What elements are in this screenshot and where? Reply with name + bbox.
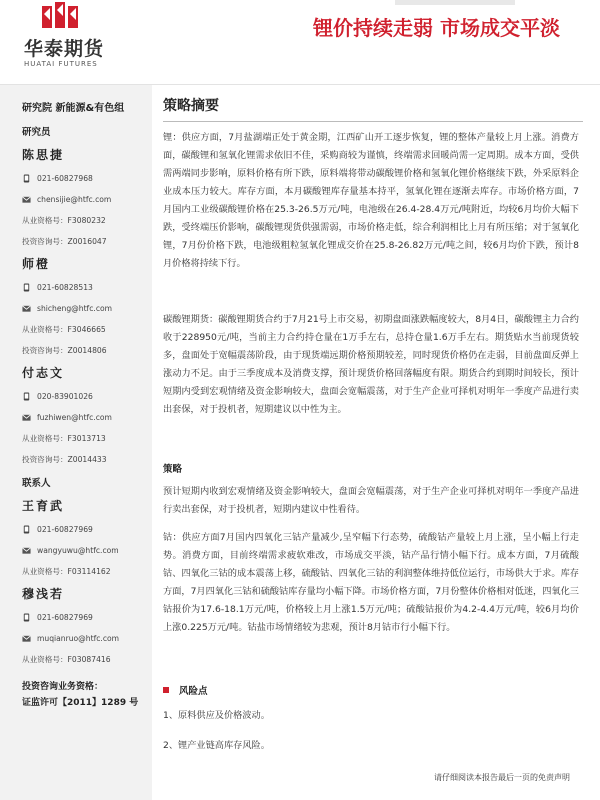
email-address[interactable]: shicheng@htfc.com (37, 304, 113, 313)
email-line (22, 194, 150, 205)
phone-line (22, 391, 150, 402)
strategy-paragraph: 预计短期内收到宏观情绪及资金影响较大，盘面会宽幅震荡，对于生产企业可择机对明年一季度产品进行卖出套保，对于投机者，短期内建议中性看待。 (163, 486, 579, 515)
risk-item: 2、锂产业链高库存风险。 (163, 740, 270, 751)
email-icon (22, 413, 31, 422)
phone-number: 021-60828513 (37, 283, 93, 292)
license-number: 从业资格号：F03114162 (22, 567, 111, 576)
risk-item: 1、原料供应及价格波动。 (163, 710, 270, 721)
license-number: 从业资格号：F3080232 (22, 216, 106, 225)
contact-name: 穆浅若 (22, 587, 65, 601)
phone-line (22, 612, 150, 623)
phone-number: 021-60827969 (37, 525, 93, 534)
report-header (0, 0, 600, 84)
investment-consulting-number: 投资咨询号：Z0014433 (22, 455, 107, 464)
email-icon (22, 195, 31, 204)
researcher-name: 付志文 (22, 366, 65, 380)
phone-number: 020-83901026 (37, 392, 93, 401)
email-address[interactable]: muqianruo@htfc.com (37, 634, 120, 643)
email-line (22, 412, 150, 423)
author-sidebar (0, 85, 152, 800)
phone-line (22, 282, 150, 293)
contacts-heading: 联系人 (22, 478, 51, 489)
phone-icon (22, 613, 31, 622)
email-line (22, 303, 150, 314)
phone-number: 021-60827968 (37, 174, 93, 183)
email-icon (22, 304, 31, 313)
email-icon (22, 546, 31, 555)
qualification-label: 投资咨询业务资格： (22, 682, 104, 692)
license-number: 从业资格号：F03087416 (22, 655, 111, 664)
risk-heading (163, 683, 208, 697)
email-address[interactable]: chensijie@htfc.com (37, 195, 112, 204)
email-address[interactable]: fuzhiwen@htfc.com (37, 413, 112, 422)
license-number: 从业资格号：F3013713 (22, 434, 106, 443)
report-title: 锂价持续走弱 市场成交平淡 (313, 16, 560, 40)
phone-icon (22, 283, 31, 292)
phone-icon (22, 174, 31, 183)
email-line (22, 545, 150, 556)
phone-line (22, 524, 150, 535)
investment-consulting-number: 投资咨询号：Z0016047 (22, 237, 107, 246)
email-address[interactable]: wangyuwu@htfc.com (37, 546, 119, 555)
red-square-icon (163, 687, 169, 693)
contact-name: 王育武 (22, 499, 65, 513)
huatai-logo-icon (40, 2, 80, 30)
license-number: 从业资格号：F3046665 (22, 325, 106, 334)
email-icon (22, 634, 31, 643)
lithium-carbonate-futures-paragraph: 碳酸锂期货：碳酸锂期货合约于7月21号上市交易，初期盘面涨跌幅度较大，8月4日，碳酸锂主力合约收于228950元/吨，当前主力合约持仓量在1万手左右，总持仓量1.6万手左右。期货贴水当前现货较多，盘面处于宽幅震荡阶段，由于现货端远期价格预期较差，同时现货价格仍在走弱，目前盘面反弹上涨动力不足。由于三季度成本及消费支撑，预计现货价格回落幅度有限。期货合约到期时间较长，预计短期内受到宏观情绪及资金影响较大，盘面会宽幅震荡，对于生产企业可择机对明年一季度产品进行卖出套保，对于投机者，短期建议以中性为主。 (163, 314, 579, 415)
cobalt-paragraph: 钴：供应方面7月国内四氧化三钴产量减少,呈窄幅下行态势，硫酸钴产量较上月上涨，呈小幅上行走势。消费方面，目前终端需求疲软难改，市场成交平淡，钴产品行情小幅下行。成本方面，7月硫酸钴、四氧化三钴的成本震荡上移，硫酸钴、四氧化三钴的利润整体维持低位运行，市场供大于求。库存方面，7月四氧化三钴和硫酸钴库存量均小幅下降。市场价格方面，7月份整体价格相对低迷，四氧化三钴报价为17.6-18.1万元/吨，价格较上月上涨1.5万元/吨；硫酸钴报价为4.2-4.4万元/吨，较6月均价上涨0.225万元/吨。钴盐市场情绪较为悲观，预计8月钴市行小幅下行。 (163, 532, 579, 633)
brand-name-en: HUATAI FUTURES (24, 60, 98, 68)
risk-heading-label: 风险点 (179, 686, 208, 697)
phone-icon (22, 525, 31, 534)
lithium-paragraph: 锂：供应方面，7月盐湖端正处于黄金期，江西矿山开工逐步恢复，锂的整体产量较上月上涨。消费方面，碳酸锂和氢氧化锂需求依旧不佳，采购商较为谨慎，终端需求回暖尚需一定周期。成本方面，受供需两端同步影响，原料价格有所下跌，原料端将带动碳酸锂价格和氢氧化锂价格继续下跌，外采原料企业成本压力较大。库存方面，本月碳酸锂库存量基本持平，氢氧化锂在逐渐去库存。市场价格方面，7月国内工业级碳酸锂价格在25.3-26.5万元/吨，电池级在26.4-28.4万元/吨附近，均较6月均价大幅下跌，受终端压价影响，碳酸锂现货供强需弱，市场价格走低，综合利润相比上月有所压缩；对于氢氧化锂，7月份价格下跌，电池级粗粒氢氧化锂成交价在25.8-26.82万元/吨之间，较6月均价下跌，预计8月价格将持续下行。 (163, 132, 579, 269)
department-label: 研究院 新能源&有色组 (22, 103, 125, 114)
phone-number: 021-60827969 (37, 613, 93, 622)
researcher-name: 师橙 (22, 257, 51, 271)
qualification-block (22, 679, 150, 711)
disclaimer-note: 请仔细阅读本报告最后一页的免责声明 (434, 773, 570, 782)
phone-icon (22, 392, 31, 401)
qualification-license: 证监许可【2011】1289 号 (22, 698, 139, 708)
phone-line (22, 173, 150, 184)
summary-heading: 策略摘要 (163, 98, 219, 114)
brand-name-cn: 华泰期货 (24, 38, 105, 60)
summary-divider (163, 121, 583, 122)
header-strip (395, 0, 515, 5)
investment-consulting-number: 投资咨询号：Z0014806 (22, 346, 107, 355)
researchers-heading: 研究员 (22, 127, 51, 138)
email-line (22, 633, 150, 644)
researcher-name: 陈思捷 (22, 148, 65, 162)
strategy-heading: 策略 (163, 464, 183, 475)
